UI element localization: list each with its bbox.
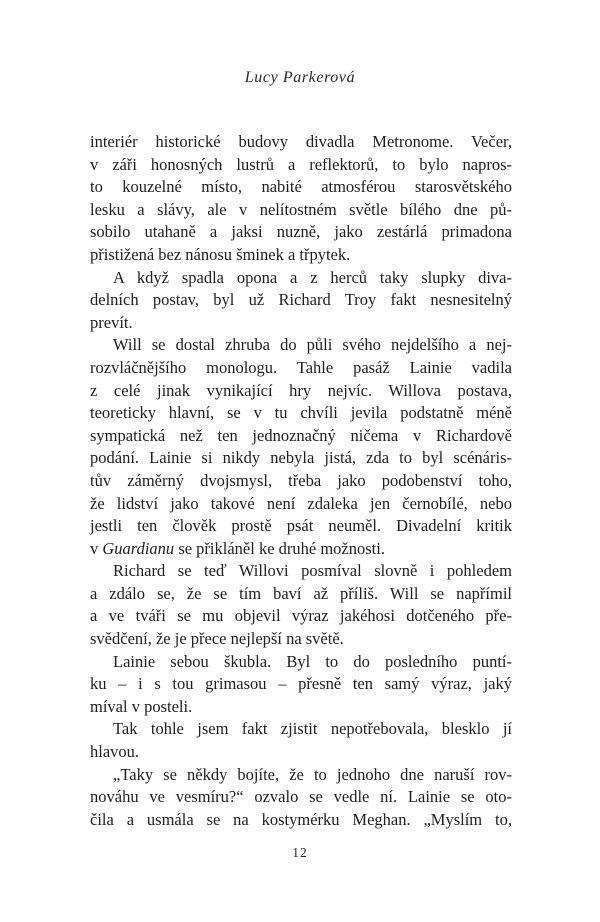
text-line: Lainie sebou škubla. Byl to do posledního puntí- [113, 651, 512, 671]
text-line: a ve tváři se mu objevil výraz jakéhosi dotčeného pře- [90, 606, 512, 626]
text-line: rozvláčnějšího monologu. Tahle pasáž Lainie vadila [90, 357, 512, 377]
text-line: sympatická než ten jednoznačný ničema v Richardově [90, 425, 512, 445]
text-line: Will se dostal zhruba do půli svého nejdelšího a nej- [113, 335, 512, 355]
text-line: A když spadla opona a z herců taky slupky diva- [113, 267, 512, 287]
text-line: svědčení, že je přece nejlepší na světě. [90, 629, 344, 649]
text-segment: se přikláněl ke druhé možnosti. [174, 538, 385, 558]
text-line: hlavou. [90, 742, 140, 762]
text-line: nováhu ve vesmíru?“ ozvalo se vedle ní. Lainie se oto- [90, 787, 512, 807]
paragraph [90, 267, 512, 335]
running-header: Lucy Parkerová [244, 69, 356, 86]
text-line: interiér historické budovy divadla Metronome. Večer, [90, 132, 512, 151]
page-number: 12 [292, 845, 308, 860]
text-line: to kouzelné místo, nabité atmosférou starosvětského [90, 177, 512, 197]
paragraph [90, 764, 512, 832]
text-segment: v [90, 538, 103, 558]
text-line: prevít. [90, 312, 133, 332]
text-line: z celé jinak vynikající hry nejvíc. Willova postava, [90, 380, 512, 400]
text-line: ku – i s tou grimasou – přesně ten samý výraz, jaký [90, 674, 512, 694]
text-line: podání. Lainie si nikdy nebyla jistá, zda to byl scénáris- [90, 448, 512, 468]
text-line: čila a usmála se na kostymérku Meghan. „Myslím to, [90, 809, 512, 829]
text-line: teoreticky hlavní, se v tu chvíli jevila podstatně méně [90, 403, 512, 423]
text-line: lesku a slávy, ale v nelítostném světle bílého dne pů- [90, 199, 512, 219]
text-line: delních postav, byl už Richard Troy fakt nesnesitelný [90, 290, 512, 310]
text-line: přistižená bez nánosu šminek a třpytek. [90, 244, 351, 264]
italicized-title: Guardianu [102, 538, 175, 558]
text-line [90, 538, 512, 561]
paragraph [90, 651, 512, 719]
text-line: v záři honosných lustrů a reflektorů, to bylo napros- [90, 154, 512, 174]
body-text [90, 131, 512, 831]
paragraph [90, 560, 512, 650]
text-line: a zdálo se, že se tím baví až příliš. Will se napřímil [90, 583, 512, 603]
text-line: sobilo utahaně a jaksi nuzně, jako zestárlá primadona [90, 222, 512, 242]
paragraph [90, 718, 512, 763]
text-line: míval v posteli. [90, 696, 193, 716]
paragraph [90, 131, 512, 267]
text-line: „Taky se někdy bojíte, že to jednoho dne naruší rov- [113, 764, 512, 784]
paragraph [90, 334, 512, 560]
text-line: jestli ten člověk prostě psát neuměl. Divadelní kritik [90, 516, 512, 536]
text-line: Tak tohle jsem fakt zjistit nepotřebovala, blesklo jí [113, 719, 512, 739]
text-line: Richard se teď Willovi posmíval slovně i pohledem [113, 561, 512, 581]
text-line: tův záměrný dvojsmysl, třeba jako podobenství toho, [90, 470, 512, 490]
text-line: že lidství jako takové není zdaleka jen černobílé, nebo [90, 493, 512, 513]
